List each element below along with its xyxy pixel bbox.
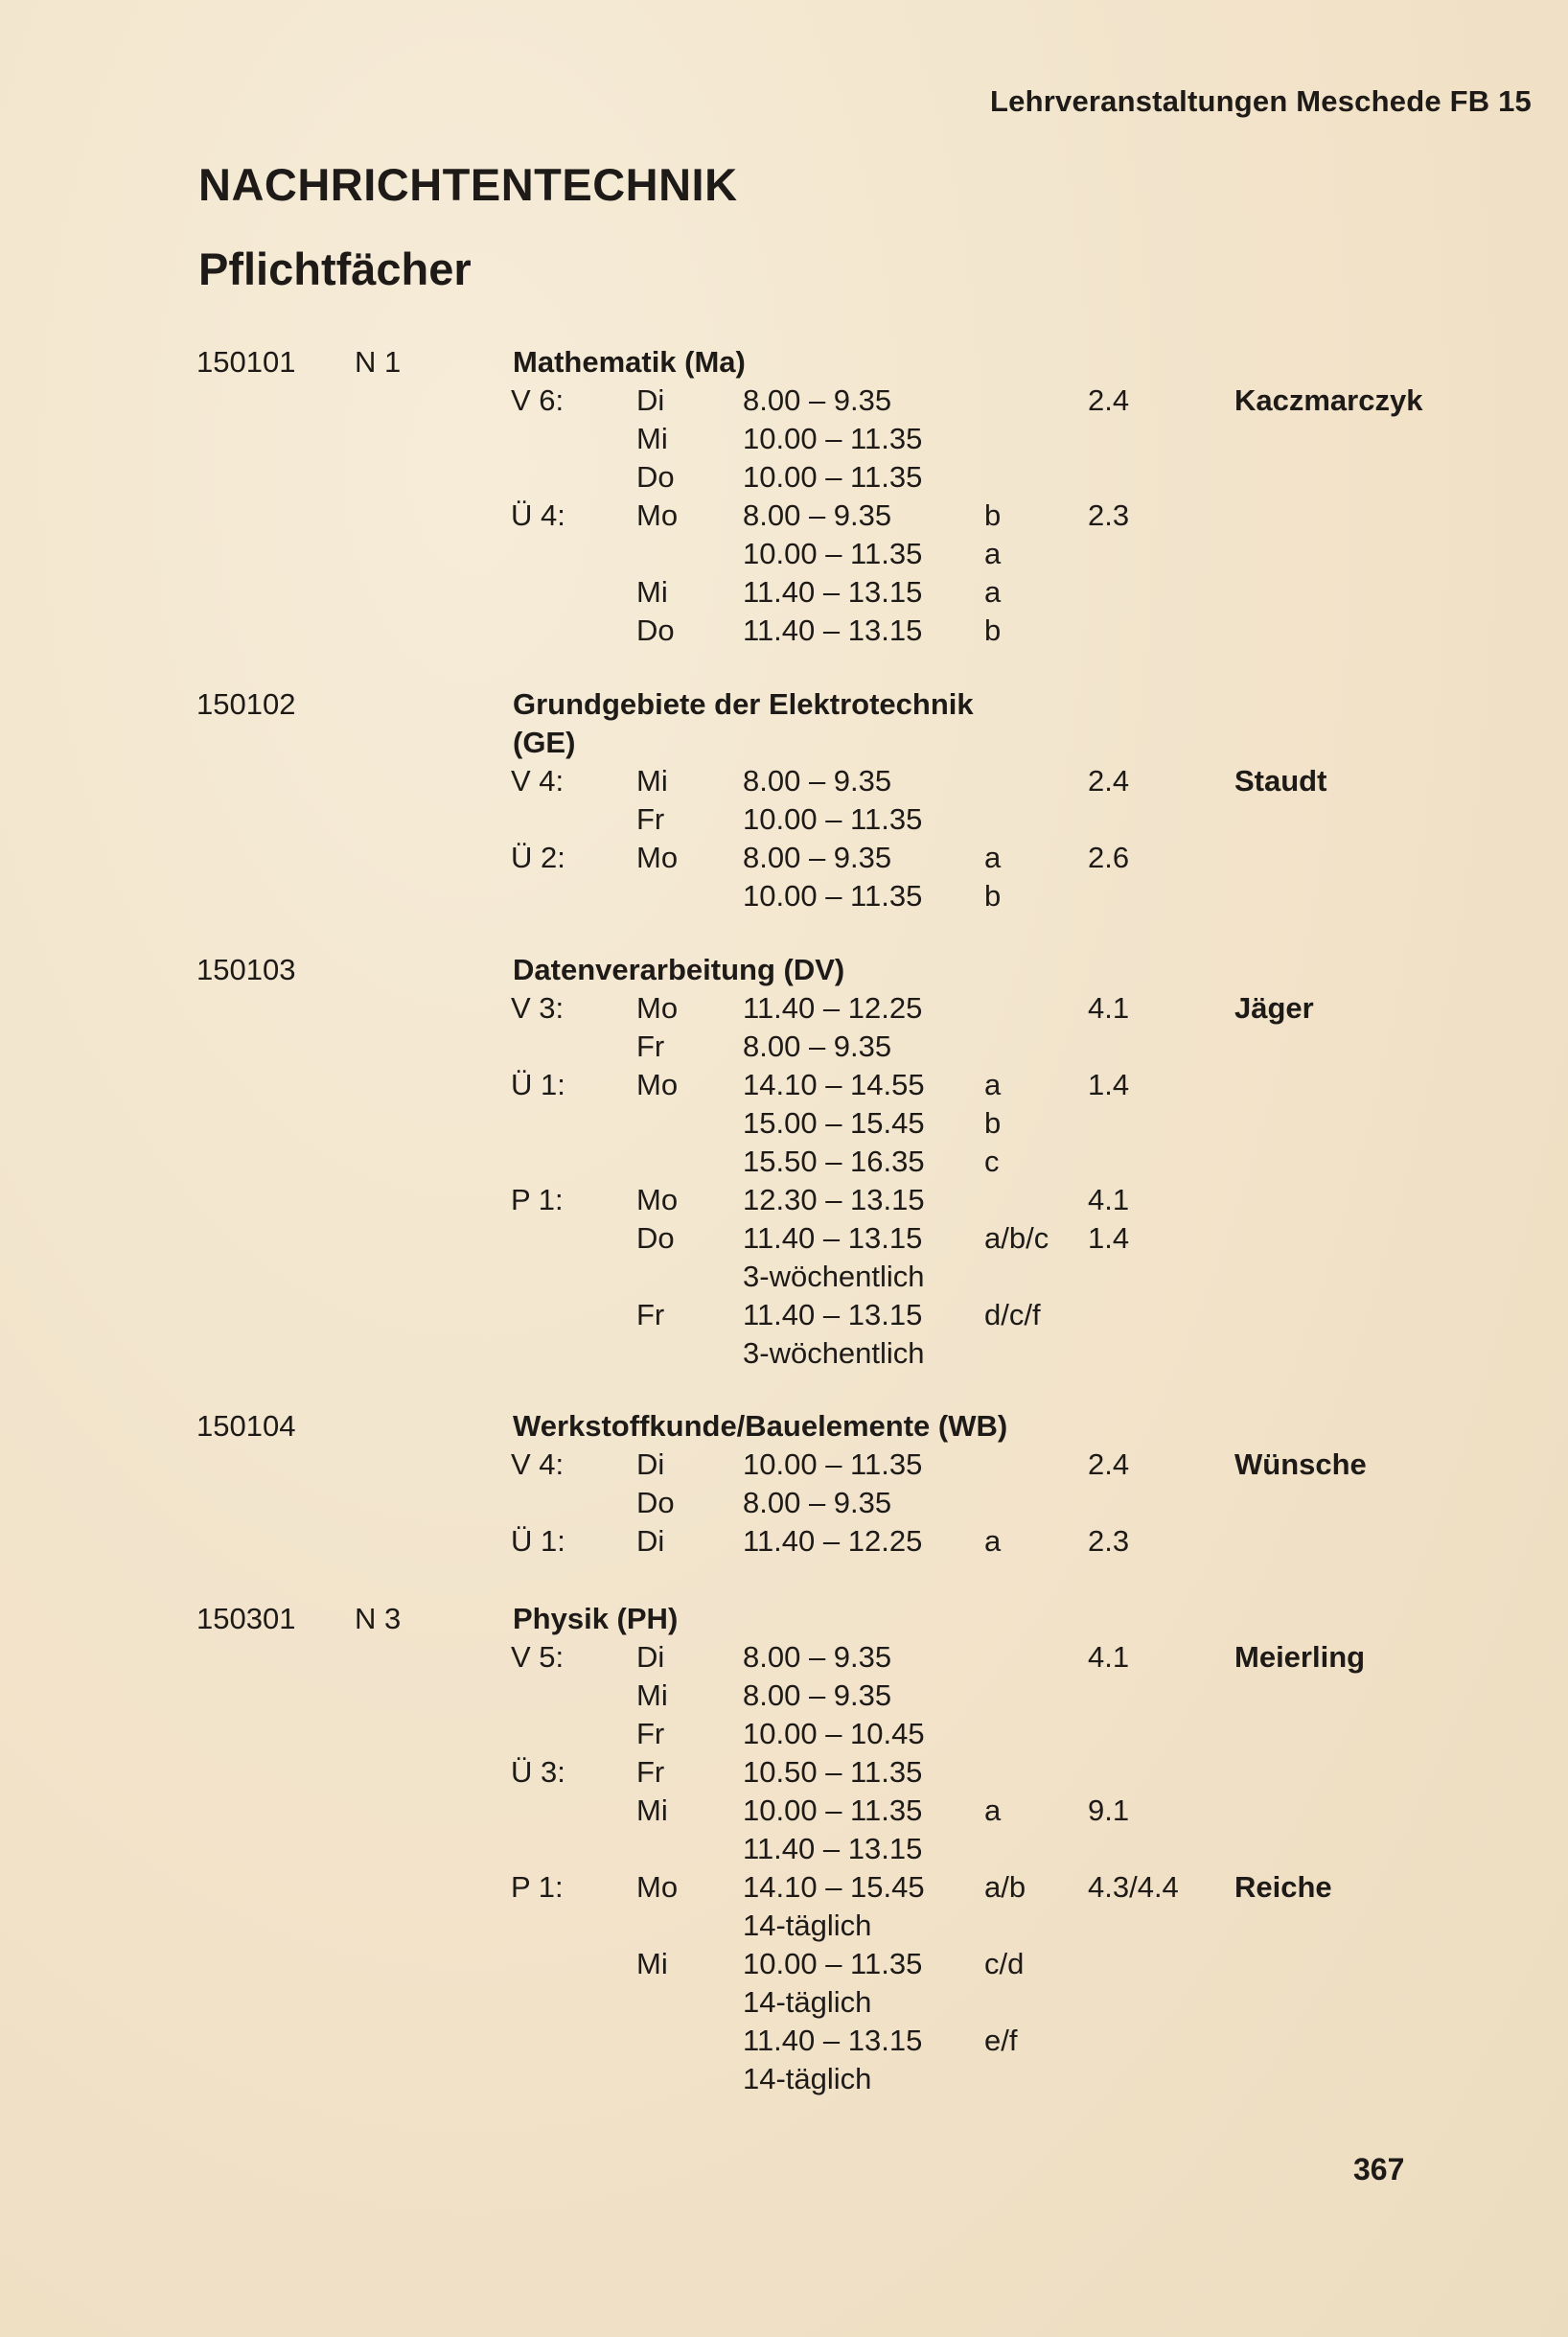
weekday: Mi: [636, 575, 668, 609]
course-title: Mathematik (Ma): [513, 345, 746, 379]
time-slot: 10.00 – 11.35: [743, 1447, 923, 1481]
time-slot: 11.40 – 12.25: [743, 1524, 923, 1558]
course-title: Werkstoffkunde/Bauelemente (WB): [513, 1409, 1008, 1443]
weekday: Di: [636, 1447, 665, 1481]
time-slot: 10.00 – 11.35: [743, 879, 923, 913]
time-slot: 8.00 – 9.35: [743, 841, 892, 874]
time-slot: 11.40 – 13.15: [743, 1832, 923, 1865]
session-type: P 1:: [511, 1183, 564, 1216]
course-title-row: [0, 1407, 1533, 1446]
course-number: 150104: [196, 1409, 296, 1443]
schedule-row: [0, 877, 1533, 915]
weekday: Mi: [636, 422, 668, 455]
time-slot: 10.00 – 11.35: [743, 1793, 923, 1827]
room: 4.3/4.4: [1088, 1870, 1179, 1904]
weekday: Mo: [636, 841, 679, 874]
session-type: V 3:: [511, 991, 565, 1025]
course-number: 150102: [196, 687, 296, 721]
weekday: Di: [636, 383, 665, 417]
room: 4.1: [1088, 1640, 1130, 1674]
weekday: Mo: [636, 498, 679, 532]
group: a: [984, 1524, 1002, 1558]
time-slot: 10.00 – 10.45: [743, 1717, 925, 1750]
time-slot: 8.00 – 9.35: [743, 498, 892, 532]
group: a/b/c: [984, 1221, 1049, 1255]
room: 2.3: [1088, 1524, 1130, 1558]
schedule-row: [0, 1181, 1533, 1219]
time-slot: 10.00 – 11.35: [743, 802, 923, 836]
time-slot: 11.40 – 12.25: [743, 991, 923, 1025]
group: e/f: [984, 2024, 1018, 2057]
course-code: N 3: [355, 1602, 402, 1635]
schedule-row: [0, 2060, 1533, 2098]
schedule-row: [0, 1522, 1533, 1561]
weekday: Mo: [636, 991, 679, 1025]
schedule-row: [0, 420, 1533, 458]
course-title-row: [0, 685, 1533, 724]
schedule-row: [0, 612, 1533, 650]
course-title-row: [0, 951, 1533, 989]
weekday: Mi: [636, 764, 668, 798]
room: 2.4: [1088, 764, 1130, 798]
time-slot: 8.00 – 9.35: [743, 1486, 892, 1519]
time-slot: 3-wöchentlich: [743, 1336, 925, 1370]
time-slot: 14-täglich: [743, 1909, 872, 1942]
course-title-row: [0, 343, 1533, 382]
lecturer: Wünsche: [1234, 1447, 1367, 1481]
schedule-row: [0, 762, 1533, 800]
weekday: Fr: [636, 1298, 665, 1331]
session-type: Ü 4:: [511, 498, 565, 532]
weekday: Do: [636, 460, 675, 494]
course-number: 150103: [196, 953, 296, 986]
course-title-continued: (GE): [513, 726, 576, 759]
room: 4.1: [1088, 991, 1130, 1025]
group: a: [984, 537, 1002, 570]
schedule-row: [0, 458, 1533, 497]
schedule-row: [0, 1792, 1533, 1830]
schedule-row: [0, 1983, 1533, 2022]
schedule-row: [0, 1296, 1533, 1334]
lecturer: Reiche: [1234, 1870, 1332, 1904]
time-slot: 3-wöchentlich: [743, 1260, 925, 1293]
time-slot: 8.00 – 9.35: [743, 383, 892, 417]
lecturer: Jäger: [1234, 991, 1314, 1025]
room: 4.1: [1088, 1183, 1130, 1216]
weekday: Mo: [636, 1183, 679, 1216]
time-slot: 11.40 – 13.15: [743, 1221, 923, 1255]
time-slot: 10.00 – 11.35: [743, 537, 923, 570]
schedule-row: [0, 1677, 1533, 1715]
time-slot: 11.40 – 13.15: [743, 613, 923, 647]
schedule-row: [0, 1715, 1533, 1753]
course-title: Datenverarbeitung (DV): [513, 953, 845, 986]
weekday: Mi: [636, 1947, 668, 1980]
running-header: Lehrveranstaltungen Meschede FB 15: [990, 84, 1532, 118]
schedule-row: [0, 573, 1533, 612]
weekday: Mo: [636, 1870, 679, 1904]
time-slot: 14-täglich: [743, 2062, 872, 2095]
time-slot: 11.40 – 13.15: [743, 2024, 923, 2057]
schedule-row: [0, 1066, 1533, 1104]
group: c/d: [984, 1947, 1025, 1980]
schedule-row: [0, 1945, 1533, 1983]
room: 9.1: [1088, 1793, 1130, 1827]
time-slot: 8.00 – 9.35: [743, 764, 892, 798]
course-title-row: [0, 1600, 1533, 1638]
weekday: Do: [636, 1486, 675, 1519]
schedule-row: [0, 1638, 1533, 1677]
time-slot: 8.00 – 9.35: [743, 1678, 892, 1712]
time-slot: 8.00 – 9.35: [743, 1640, 892, 1674]
schedule-row: [0, 1219, 1533, 1258]
room: 2.4: [1088, 383, 1130, 417]
room: 2.4: [1088, 1447, 1130, 1481]
schedule-row: [0, 1484, 1533, 1522]
group: b: [984, 498, 1002, 532]
room: 2.3: [1088, 498, 1130, 532]
schedule-row: [0, 989, 1533, 1028]
time-slot: 11.40 – 13.15: [743, 1298, 923, 1331]
schedule-row: [0, 1143, 1533, 1181]
page-number: 367: [1353, 2152, 1405, 2187]
group: a: [984, 841, 1002, 874]
schedule-row: [0, 1104, 1533, 1143]
course-code: N 1: [355, 345, 402, 379]
schedule-row: [0, 1258, 1533, 1296]
time-slot: 14.10 – 15.45: [743, 1870, 925, 1904]
schedule-row: [0, 1028, 1533, 1066]
group: a: [984, 1793, 1002, 1827]
time-slot: 15.00 – 15.45: [743, 1106, 925, 1140]
room: 2.6: [1088, 841, 1130, 874]
lecturer: Kaczmarczyk: [1234, 383, 1423, 417]
weekday: Di: [636, 1524, 665, 1558]
session-type: Ü 1:: [511, 1068, 565, 1101]
weekday: Do: [636, 613, 675, 647]
lecturer: Staudt: [1234, 764, 1327, 798]
schedule-row: [0, 839, 1533, 877]
room: 1.4: [1088, 1221, 1130, 1255]
time-slot: 10.00 – 11.35: [743, 422, 923, 455]
weekday: Fr: [636, 1755, 665, 1789]
group: c: [984, 1145, 1000, 1178]
weekday: Fr: [636, 1030, 665, 1063]
weekday: Fr: [636, 1717, 665, 1750]
group: b: [984, 879, 1002, 913]
schedule-row: [0, 1446, 1533, 1484]
time-slot: 15.50 – 16.35: [743, 1145, 925, 1178]
session-type: P 1:: [511, 1870, 564, 1904]
schedule-row: [0, 497, 1533, 535]
room: 1.4: [1088, 1068, 1130, 1101]
schedule-row: [0, 382, 1533, 420]
session-type: Ü 3:: [511, 1755, 565, 1789]
weekday: Fr: [636, 802, 665, 836]
schedule-row: [0, 1830, 1533, 1868]
group: d/c/f: [984, 1298, 1041, 1331]
session-type: V 4:: [511, 1447, 565, 1481]
course-title: Grundgebiete der Elektrotechnik: [513, 687, 974, 721]
course-title: Physik (PH): [513, 1602, 679, 1635]
schedule-row: [0, 2022, 1533, 2060]
group: a: [984, 575, 1002, 609]
time-slot: 8.00 – 9.35: [743, 1030, 892, 1063]
schedule-row: [0, 1753, 1533, 1792]
time-slot: 10.50 – 11.35: [743, 1755, 923, 1789]
schedule-row: [0, 1868, 1533, 1907]
weekday: Mi: [636, 1678, 668, 1712]
session-type: V 5:: [511, 1640, 565, 1674]
section-title: NACHRICHTENTECHNIK: [198, 159, 738, 210]
weekday: Mi: [636, 1793, 668, 1827]
lecturer: Meierling: [1234, 1640, 1366, 1674]
weekday: Di: [636, 1640, 665, 1674]
group: a/b: [984, 1870, 1026, 1904]
session-type: Ü 1:: [511, 1524, 565, 1558]
group: b: [984, 1106, 1002, 1140]
section-subtitle: Pflichtfächer: [198, 243, 472, 294]
group: a: [984, 1068, 1002, 1101]
course-title-row: [0, 724, 1533, 762]
weekday: Mo: [636, 1068, 679, 1101]
schedule-row: [0, 535, 1533, 573]
session-type: V 6:: [511, 383, 565, 417]
time-slot: 14-täglich: [743, 1985, 872, 2019]
group: b: [984, 613, 1002, 647]
schedule-row: [0, 800, 1533, 839]
schedule-row: [0, 1334, 1533, 1373]
time-slot: 10.00 – 11.35: [743, 460, 923, 494]
time-slot: 11.40 – 13.15: [743, 575, 923, 609]
time-slot: 14.10 – 14.55: [743, 1068, 925, 1101]
schedule-row: [0, 1907, 1533, 1945]
time-slot: 12.30 – 13.15: [743, 1183, 925, 1216]
course-number: 150101: [196, 345, 296, 379]
time-slot: 10.00 – 11.35: [743, 1947, 923, 1980]
weekday: Do: [636, 1221, 675, 1255]
session-type: V 4:: [511, 764, 565, 798]
course-number: 150301: [196, 1602, 296, 1635]
session-type: Ü 2:: [511, 841, 565, 874]
